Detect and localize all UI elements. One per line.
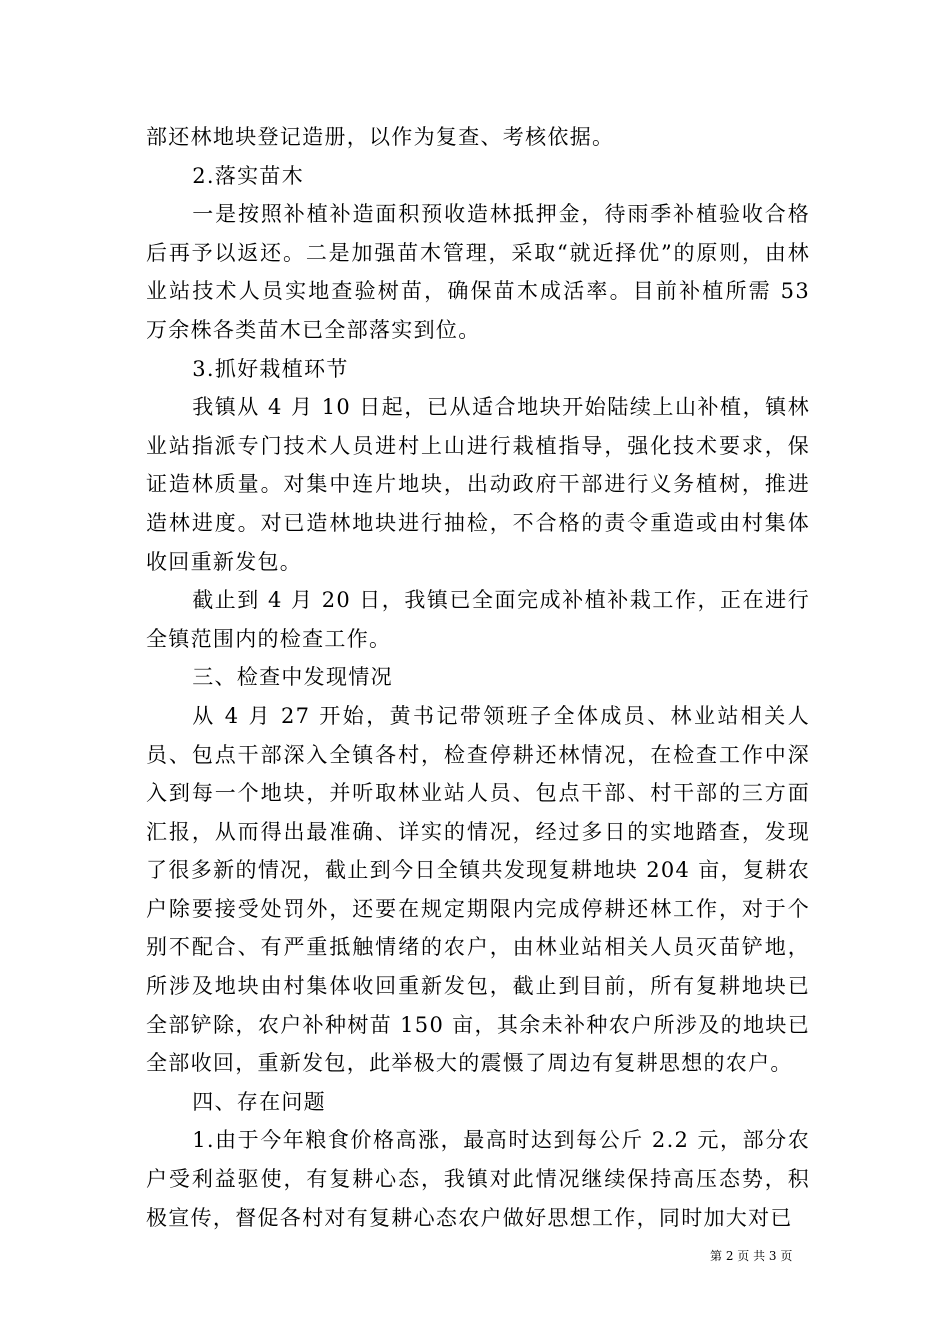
- paragraph: 截止到 4 月 20 日，我镇已全面完成补植补栽工作，正在进行全镇范围内的检查工作。: [146, 588, 810, 651]
- paragraph: 1.由于今年粮食价格高涨，最高时达到每公斤 2.2 元，部分农户受利益驱使，有复耕心态，我镇对此情况继续保持高压态势，积极宣传，督促各村对有复耕心态农户做好思想工作，同时加大对已: [146, 1128, 810, 1230]
- page-number: 第 2 页 共 3 页: [710, 1249, 793, 1263]
- section-heading: 2.落实苗木: [192, 163, 305, 188]
- section-heading: 3.抓好栽植环节: [192, 356, 349, 381]
- paragraph: 从 4 月 27 开始，黄书记带领班子全体成员、林业站相关人员、包点干部深入全镇各村，检查停耕还林情况，在检查工作中深入到每一个地块，并听取林业站人员、包点干部、村干部的三方面汇报，从而得出最准确、详实的情况，经过多日的实地踏查，发现了很多新的情况，截止到今日全镇共发现复耕地块 204 亩，复耕农户除要接受处罚外，还要在规定期限内完成停耕还林工作，对于个别不配合、有严重抵触情绪的农户，由林业站相关人员灭苗铲地，所涉及地块由村集体收回重新发包，截止到目前，所有复耕地块已全部铲除，农户补种树苗 150 亩，其余未补种农户所涉及的地块已全部收回，重新发包，此举极大的震慑了周边有复耕思想的农户。: [146, 703, 810, 1076]
- paragraph: 一是按照补植补造面积预收造林抵押金，待雨季补植验收合格后再予以返还。二是加强苗木管理，采取“就近择优”的原则，由林业站技术人员实地查验树苗，确保苗木成活率。目前补植所需 53 万余株各类苗木已全部落实到位。: [146, 202, 810, 342]
- paragraph: 部还林地块登记造册，以作为复查、考核依据。: [146, 125, 615, 149]
- document-body: [146, 118, 810, 1237]
- section-heading: 三、检查中发现情况: [192, 665, 393, 690]
- paragraph: 我镇从 4 月 10 日起，已从适合地块开始陆续上山补植，镇林业站指派专门技术人员进村上山进行栽植指导，强化技术要求，保证造林质量。对集中连片地块，出动政府干部进行义务植树，推进造林进度。对已造林地块进行抽检，不合格的责令重造或由村集体收回重新发包。: [146, 395, 810, 574]
- section-heading: 四、存在问题: [192, 1089, 326, 1114]
